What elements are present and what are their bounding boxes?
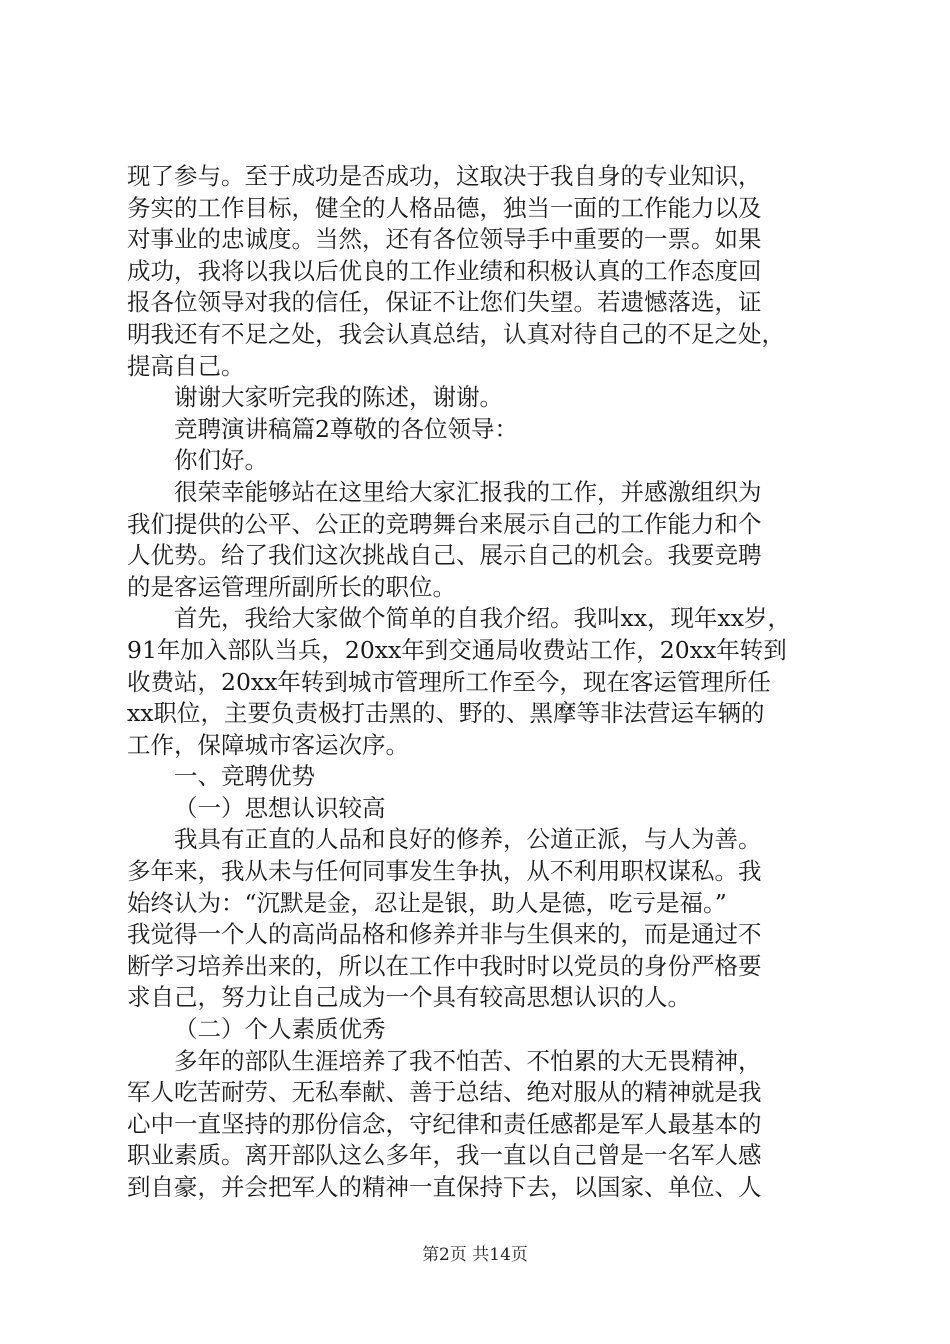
text-line: 明我还有不足之处，我会认真总结，认真对待自己的不足之处， [127,319,785,348]
text-line: 现了参与。至于成功是否成功，这取决于我自身的专业知识， [127,162,762,190]
text-line: 你们好。 [174,446,268,475]
text-line: （二）个人素质优秀 [174,1015,386,1044]
text-line: 我们提供的公平、公正的竞聘舞台来展示自己的工作能力和个 [127,509,762,538]
text-line: 报各位领导对我的信任，保证不让您们失望。若遗憾落选，证 [127,288,762,317]
text-line: 始终认为：“沉默是金，忍让是银，助人是德，吃亏是福。” [127,888,727,917]
text-line: 多年来，我从未与任何同事发生争执，从不利用职权谋私。我 [127,857,762,886]
text-line: 一、竞聘优势 [174,762,315,791]
text-line: 军人吃苦耐劳、无私奉献、善于总结、绝对服从的精神就是我 [127,1078,762,1107]
text-line: 我具有正直的人品和良好的修养，公道正派，与人为善。 [174,825,762,854]
text-line: 成功，我将以我以后优良的工作业绩和积极认真的工作态度回 [127,256,762,285]
text-line: 多年的部队生涯培养了我不怕苦、不怕累的大无畏精神， [174,1046,762,1075]
text-line: 的是客运管理所副所长的职位。 [127,572,456,601]
text-line: 断学习培养出来的，所以在工作中我时时以党员的身份严格要 [127,951,762,980]
text-line: 求自己，努力让自己成为一个具有较高思想认识的人。 [127,983,691,1012]
text-line: 首先，我给大家做个简单的自我介绍。我叫xx，现年xx岁， [174,604,792,633]
text-line: xx职位，主要负责极打击黑的、野的、黑摩等非法营运车辆的 [127,699,765,728]
text-line: 我觉得一个人的高尚品格和修养并非与生俱来的，而是通过不 [127,920,762,949]
text-line: （一）思想认识较高 [174,793,386,822]
text-line: 到自豪，并会把军人的精神一直保持下去，以国家、单位、人 [127,1173,762,1201]
text-line: 务实的工作目标，健全的人格品德，独当一面的工作能力以及 [127,193,762,222]
page-footer: 第2页 共14页 [422,1245,528,1265]
text-line: 职业素质。离开部队这么多年，我一直以自己曾是一名军人感 [127,1141,762,1170]
text-line: 提高自己。 [127,351,245,380]
body-text [127,161,847,1204]
text-line: 人优势。给了我们这次挑战自己、展示自己的机会。我要竞聘 [127,541,762,570]
text-line: 心中一直坚持的那份信念，守纪律和责任感都是军人最基本的 [127,1109,762,1138]
text-line: 91年加入部队当兵，20xx年到交通局收费站工作，20xx年转到 [127,635,787,664]
text-line: 工作，保障城市客运次序。 [127,730,409,759]
text-line: 竞聘演讲稿篇2尊敬的各位领导： [174,414,518,443]
text-line: 对事业的忠诚度。当然，还有各位领导手中重要的一票。如果 [127,225,762,254]
text-line: 谢谢大家听完我的陈述，谢谢。 [174,383,503,412]
text-line: 很荣幸能够站在这里给大家汇报我的工作，并感激组织为 [174,477,762,506]
text-line: 收费站，20xx年转到城市管理所工作至今，现在客运管理所任 [127,667,771,696]
